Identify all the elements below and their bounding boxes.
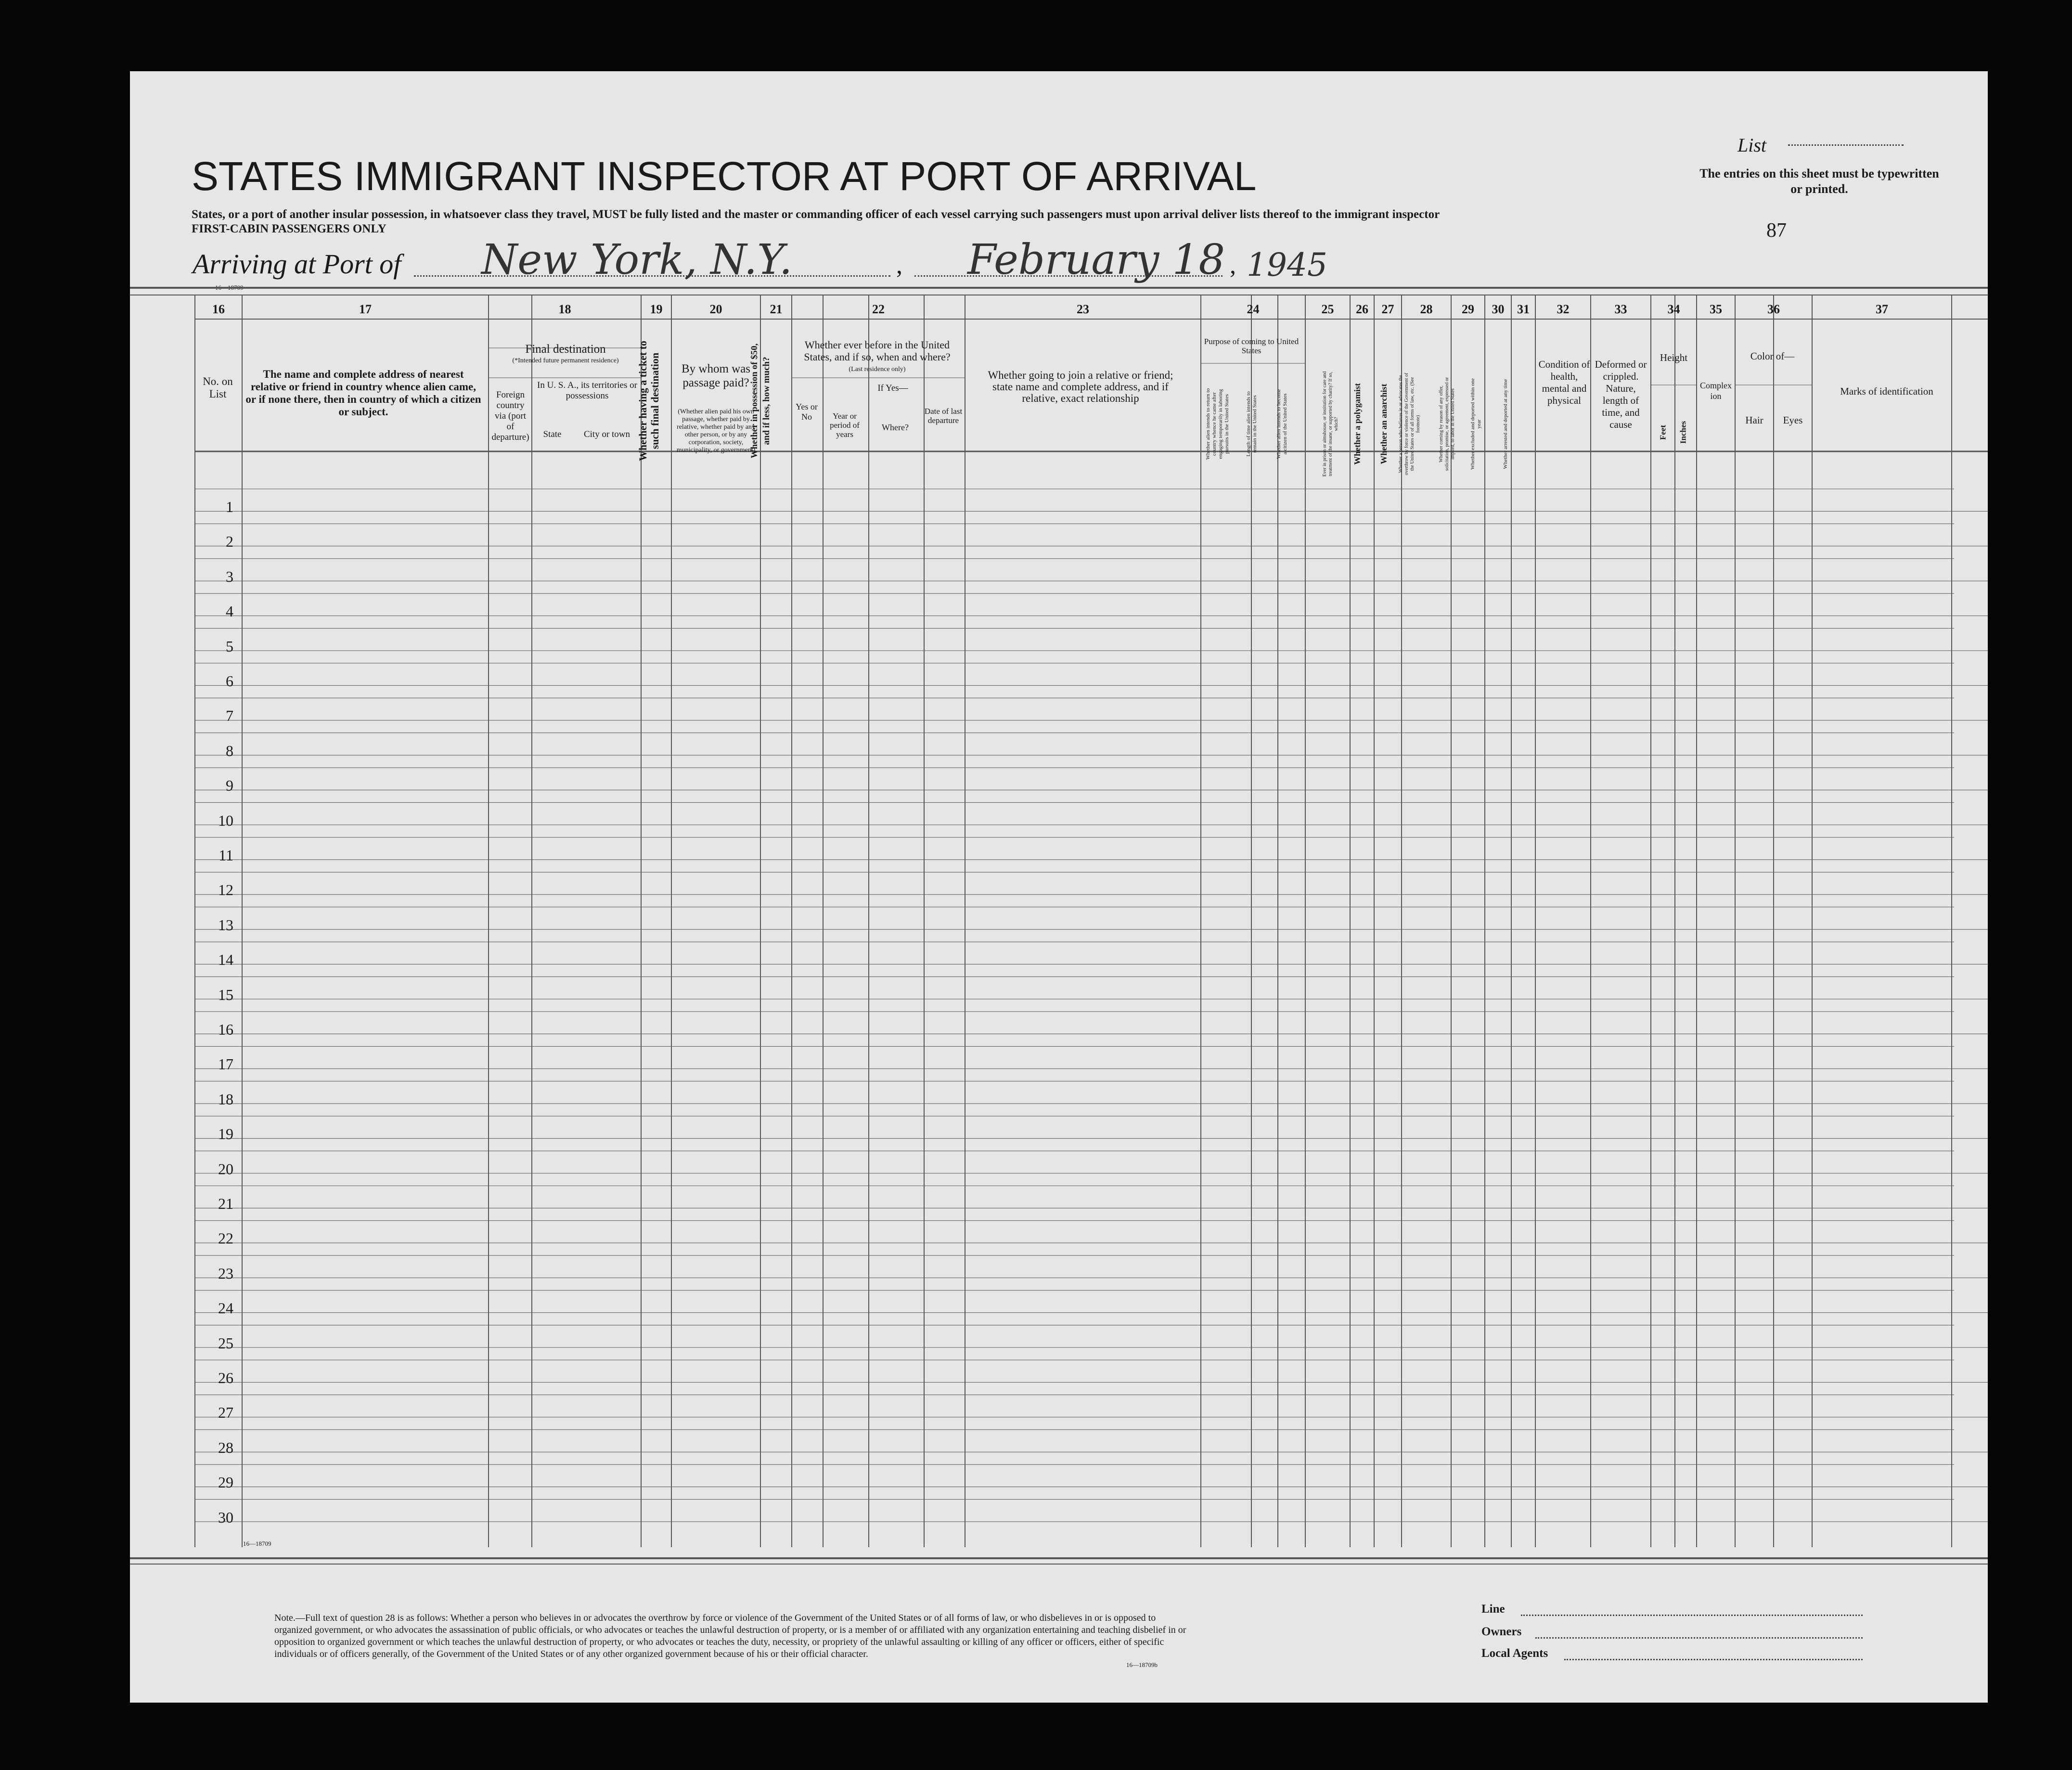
col33-heading: Deformed or crippled. Nature, length of time, and cause <box>1595 359 1647 430</box>
row-number: 20 <box>218 1160 233 1178</box>
row-number: 8 <box>226 742 233 759</box>
local-agents-field <box>1564 1659 1863 1660</box>
row-number: 23 <box>218 1264 233 1282</box>
column-number: 33 <box>1614 302 1627 316</box>
column-number: 18 <box>558 302 571 316</box>
line-field <box>1521 1615 1863 1616</box>
col32-heading: Condition of health, mental and physical <box>1538 359 1590 406</box>
row-number: 16 <box>218 1021 233 1038</box>
col18-state: State <box>543 429 562 439</box>
col26-heading: Whether a polygamist <box>1352 383 1362 465</box>
local-agents-label: Local Agents <box>1481 1647 1548 1660</box>
column-number: 31 <box>1517 302 1530 316</box>
column-number: 28 <box>1420 302 1433 316</box>
col17-heading: The name and complete address of nearest relative or friend in country whence alien came, or if none there, then in country of which a citizen or subject. <box>245 368 481 418</box>
col24-title: Purpose of coming to United States <box>1204 337 1299 355</box>
col22-ifyes: If Yes— <box>877 383 908 393</box>
column-number: 35 <box>1710 302 1722 316</box>
column-number: 16 <box>212 302 225 316</box>
column-number: 30 <box>1492 302 1505 316</box>
form-code: 16—18709 <box>215 284 244 291</box>
col29-heading: Whether coming by reason of any offer, solicitation, promise, or agreement, expressed or implied, to labor in the United States <box>1439 377 1455 471</box>
column-number: 23 <box>1077 302 1089 316</box>
row-number: 13 <box>218 916 233 934</box>
column-number: 32 <box>1557 302 1570 316</box>
row-number: 2 <box>226 533 233 551</box>
col36-eyes: Eyes <box>1783 414 1803 426</box>
line-label: Line <box>1481 1603 1505 1616</box>
form-title: STATES IMMIGRANT INSPECTOR AT PORT OF ARRIVAL <box>192 154 1257 199</box>
column-number: 17 <box>359 302 372 316</box>
row-number: 15 <box>218 986 233 1003</box>
comma: , <box>1230 252 1236 279</box>
col28-heading: Whether a person who believes in or advocates the overthrow by force or violence of the Government of the United States or of all forms of law, etc. (See footnote) <box>1398 372 1421 475</box>
year-handwritten: 1945 <box>1247 246 1327 283</box>
arriving-label: Arriving at Port of <box>193 248 401 280</box>
column-number: 21 <box>770 302 783 316</box>
passenger-class: FIRST-CABIN PASSENGERS ONLY <box>192 222 386 235</box>
col24b-heading: Length of time alien intends to remain in the United States <box>1246 391 1258 457</box>
comma: , <box>896 252 902 279</box>
column-number: 24 <box>1247 302 1260 316</box>
column-number: 20 <box>709 302 722 316</box>
row-number: 17 <box>218 1055 233 1073</box>
col24c-heading: Whether alien intends to become a citizen of the United States <box>1276 389 1288 459</box>
col22-title: Whether ever before in the United States, and if so, when and where? <box>804 339 951 363</box>
row-number: 1 <box>226 498 233 515</box>
col23-heading: Whether going to join a relative or friend; state name and complete address, and if relative, exact relationship <box>988 369 1173 404</box>
column-number: 29 <box>1462 302 1474 316</box>
footnote-code: 16—18709b <box>1126 1661 1158 1668</box>
col24a-heading: Whether alien intends to return to country whence he came after engaging temporarily in laboring pursuits in the United States <box>1205 388 1230 460</box>
date-handwritten: February 18 <box>967 236 1225 284</box>
row-number: 25 <box>218 1334 233 1352</box>
col16-heading: No. on List <box>203 375 233 400</box>
col18-foreign: Foreign country via (port of departure) <box>491 390 529 442</box>
row-number: 19 <box>218 1125 233 1143</box>
col34-inches: Inches <box>1678 421 1688 444</box>
row-number: 12 <box>218 881 233 899</box>
col31-heading: Whether arrested and deported at any time <box>1503 379 1508 469</box>
row-number: 29 <box>218 1474 233 1491</box>
row-number: 3 <box>226 567 233 585</box>
row-number: 6 <box>226 672 233 690</box>
row-number: 22 <box>218 1230 233 1247</box>
col34-title: Height <box>1660 352 1688 363</box>
row-number: 4 <box>226 603 233 620</box>
col20-note: (Whether alien paid his own passage, whether paid by relative, whether paid by any other person, or by any corporation, society, municipality, or government) <box>676 408 756 454</box>
column-number: 19 <box>650 302 663 316</box>
row-number: 5 <box>226 637 233 655</box>
col20-title: By whom was passage paid? <box>681 362 751 389</box>
form-code-bottom: 16—18709 <box>243 1540 271 1547</box>
column-number: 26 <box>1356 302 1368 316</box>
owners-label: Owners <box>1481 1625 1522 1638</box>
col35-heading: Complexion <box>1700 381 1732 401</box>
row-number: 10 <box>218 811 233 829</box>
col19-heading: Whether having a ticket to such final destination <box>637 340 661 462</box>
col22-where: Where? <box>882 423 909 432</box>
col34-feet: Feet <box>1658 424 1668 440</box>
row-number: 30 <box>218 1508 233 1526</box>
col18-city: City or town <box>583 429 631 439</box>
col36-title: Color of— <box>1750 350 1795 362</box>
row-number: 21 <box>218 1195 233 1212</box>
col18-sub: (*Intended future permanent residence) <box>512 357 619 364</box>
row-number: 27 <box>218 1404 233 1422</box>
row-number: 24 <box>218 1299 233 1317</box>
owners-field <box>1535 1637 1863 1639</box>
row-number: 14 <box>218 951 233 969</box>
col27-heading: Whether an anarchist <box>1379 384 1389 464</box>
column-number: 25 <box>1321 302 1334 316</box>
col21-heading: Whether in possession of $50, and if less, how much? <box>749 343 772 459</box>
col36-hair: Hair <box>1745 414 1763 426</box>
col25-heading: Ever in prison or almshouse, or institution for care and treatment of the insane, or supported by charity? If so, which? <box>1322 371 1339 477</box>
row-number: 18 <box>218 1090 233 1108</box>
column-number: 36 <box>1767 302 1780 316</box>
row-number: 7 <box>226 707 233 725</box>
column-number: 37 <box>1876 302 1888 316</box>
row-number: 11 <box>219 847 233 864</box>
col22-period: Year or period of years <box>830 411 860 439</box>
row-number: 9 <box>226 777 233 795</box>
column-number: 27 <box>1381 302 1394 316</box>
col18-usa: In U. S. A., its territories or possessions <box>537 380 637 401</box>
instructions: States, or a port of another insular possession, in whatsoever class they travel, MUST be fully listed and the master or commanding officer of each vessel carrying such passengers must upon arrival deliver lists thereof to the immigrant inspector <box>192 208 1440 221</box>
footnote: Note.—Full text of question 28 is as follows: Whether a person who believes in or advocates the overthrow by force or violence of the Government of the United States or of all forms of law, or who disbelieves in or is opposed to organized government, or who advocates the assassination of public officials, or who advocates or teaches the unlawful destruction of property, or is a member of or affiliated with any organization entertaining and teaching disbelief in or opposition to organized government or which teaches the unlawful destruction of property, or who advocates or teaches the duty, necessity, or propriety of the unlawful assaulting or killing of any officer or officers, either of specific individuals or of officers generally, of the Government of the United States or of any other organized government because of his or their official character. <box>274 1613 1186 1659</box>
col18-title: Final destination <box>525 343 606 356</box>
column-number: 22 <box>872 302 885 316</box>
col37-heading: Marks of identification <box>1840 385 1933 397</box>
row-number: 28 <box>218 1438 233 1456</box>
page-number: 87 <box>1766 219 1787 242</box>
column-number: 34 <box>1667 302 1680 316</box>
row-number: 26 <box>218 1369 233 1386</box>
typewritten-note: The entries on this sheet must be typewritten or printed. <box>1699 167 1939 196</box>
port-handwritten: New York, N.Y. <box>481 236 793 284</box>
col22-yesno: Yes or No <box>796 402 818 422</box>
col30-heading: Whether excluded and deported within one year <box>1470 378 1482 470</box>
col22-sub: (Last residence only) <box>849 366 906 373</box>
list-label: List <box>1737 134 1767 156</box>
col22-date: Date of last departure <box>924 407 963 425</box>
